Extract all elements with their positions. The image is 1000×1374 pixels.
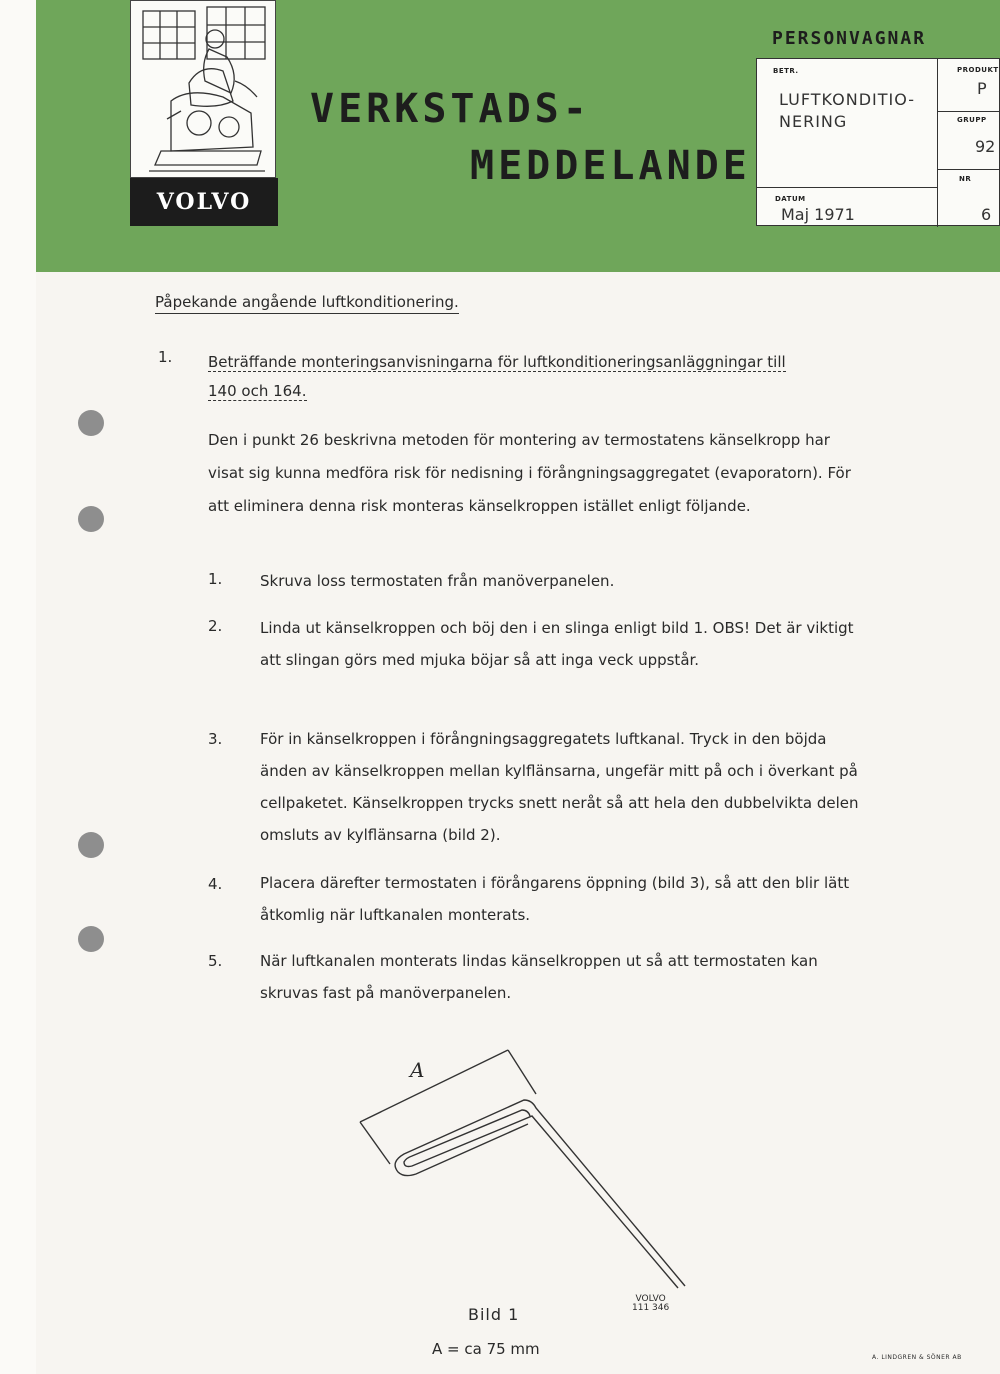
mechanic-illustration [130, 0, 276, 178]
step-text: Skruva loss termostaten från manöverpanelen. [260, 572, 615, 590]
sensor-bulb-inner [404, 1110, 678, 1288]
section-title-line-2: 140 och 164. [208, 382, 307, 400]
title-line-1: VERKSTADS- [310, 86, 591, 132]
datum-value: Maj 1971 [781, 205, 855, 224]
nr-label: NR [959, 175, 972, 183]
figure-code [632, 1295, 669, 1313]
dimension-extension [360, 1122, 390, 1164]
title-line-2: MEDDELANDE [470, 143, 751, 189]
section-number: 1. [158, 348, 173, 366]
volvo-logo: VOLVO [130, 178, 278, 226]
dimension-line [360, 1050, 508, 1122]
nr-value: 6 [981, 205, 992, 224]
betr-value-line-2: NERING [779, 112, 848, 131]
betr-value-line-1: LUFTKONDITIO- [779, 90, 916, 109]
info-box [756, 58, 1000, 226]
info-box-divider [937, 169, 1000, 170]
printer-credit: A. LINDGREN & SÖNER AB [872, 1354, 962, 1361]
section-title [208, 348, 848, 406]
produkt-label: PRODUKT [957, 66, 999, 74]
step-text: När luftkanalen monterats lindas känselkroppen ut så att termostaten kan skruvas fast på manöverpanelen. [260, 952, 818, 1002]
step-text: För in känselkroppen i förångningsaggregatets luftkanal. Tryck in den böjda änden av känselkroppen mellan kylflänsarna, ungefär mitt på och i överkant på cellpaketet. Känselkroppen trycks snett neråt så att hela den dubbelvikta delen omsluts av kylflänsarna (bild 2). [260, 730, 859, 844]
dimension-extension [508, 1050, 536, 1094]
binder-hole [78, 832, 104, 858]
category-label: PERSONVAGNAR [772, 28, 927, 49]
section-title-line-1: Beträffande monteringsanvisningarna för luftkonditioneringsanläggningar till [208, 353, 786, 371]
info-box-divider [937, 111, 1000, 112]
info-box-divider [757, 187, 937, 188]
figure-caption: Bild 1 [468, 1305, 520, 1324]
step-text: Placera därefter termostaten i förångarens öppning (bild 3), så att den blir lätt åtkomlig när luftkanalen monterats. [260, 874, 850, 924]
dimension-label: A [410, 1058, 425, 1082]
binder-hole [78, 926, 104, 952]
grupp-label: GRUPP [957, 116, 987, 124]
section-intro: Den i punkt 26 beskrivna metoden för montering av termostatens känselkropp har visat sig kunna medföra risk för nedisning i förångningsaggregatet (evaporatorn). För att eliminera denna risk monteras känselkroppen istället enligt följande. [208, 431, 851, 515]
betr-value [779, 89, 939, 133]
produkt-value: P [977, 79, 987, 98]
grupp-value: 92 [975, 137, 996, 156]
betr-label: BETR. [773, 67, 799, 75]
document-heading: Påpekande angående luftkonditionering. [155, 293, 459, 314]
step-number: 4. [208, 875, 223, 893]
page-margin [0, 0, 36, 1374]
info-box-divider [937, 59, 938, 227]
figure-code-line-2: 111 346 [632, 1303, 670, 1313]
figure-code-line-1: VOLVO [635, 1294, 666, 1304]
binder-hole [78, 506, 104, 532]
binder-hole [78, 410, 104, 436]
step-number: 1. [208, 570, 223, 588]
step-number: 2. [208, 617, 223, 635]
datum-label: DATUM [775, 195, 806, 203]
figure-measurement: A = ca 75 mm [432, 1340, 540, 1358]
figure-bild-1 [340, 1036, 700, 1306]
step-number: 3. [208, 730, 223, 748]
sensor-bulb-outer [395, 1100, 685, 1286]
step-number: 5. [208, 952, 223, 970]
step-text: Linda ut känselkroppen och böj den i en slinga enligt bild 1. OBS! Det är viktigt att slingan görs med mjuka böjar så att inga veck uppstår. [260, 619, 854, 669]
